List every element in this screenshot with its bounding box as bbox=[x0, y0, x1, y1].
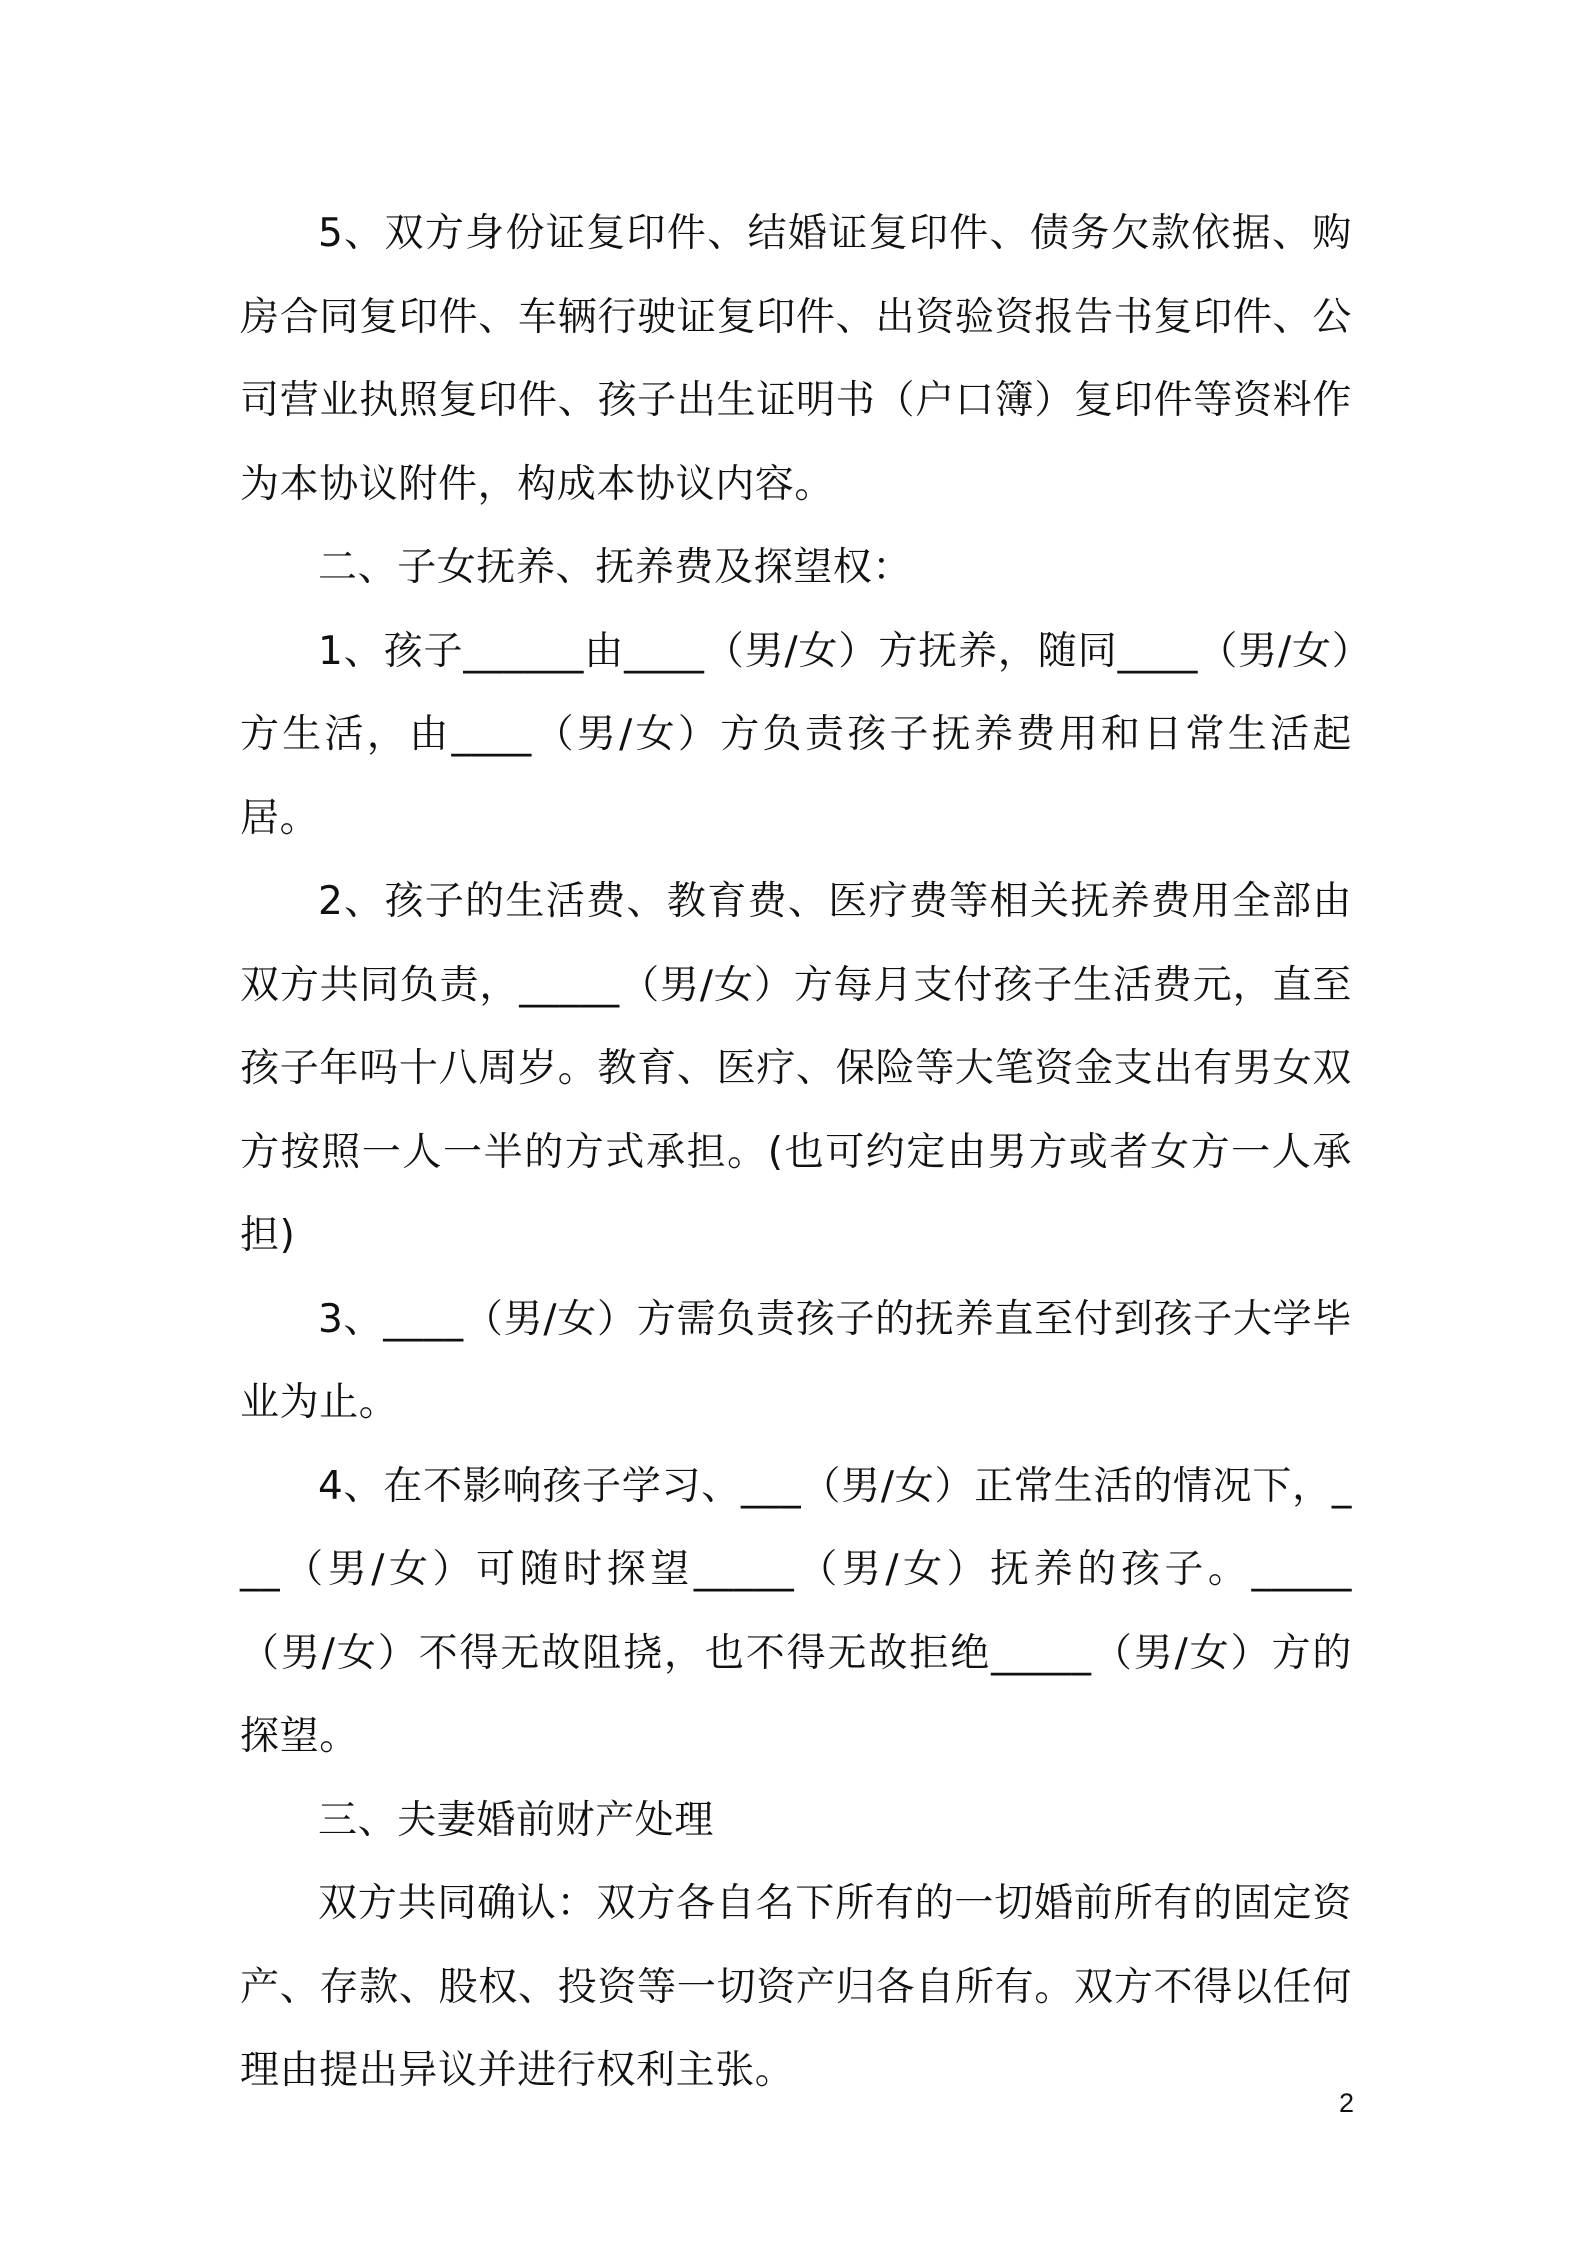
paragraph-child-custody-1: 1、孩子______由____（男/女）方抚养，随同____（男/女）方生活，由____（男/女）方负责孩子抚养费用和日常生活起居。 bbox=[240, 628, 1352, 841]
paragraph-item-5-attachments: 5、双方身份证复印件、结婚证复印件、债务欠款依据、购房合同复印件、车辆行驶证复印件、出资验资报告书复印件、公司营业执照复印件、孩子出生证明书（户口簿）复印件等资料作为本协议附件，构成本协议内容。 bbox=[240, 211, 1352, 507]
document-body bbox=[240, 192, 1352, 2113]
section-heading-premarital-property: 三、夫妻婚前财产处理 bbox=[318, 1797, 715, 1843]
paragraph-child-support-3: 3、____（男/女）方需负责孩子的抚养直至付到孩子大学毕业为止。 bbox=[240, 1296, 1352, 1425]
paragraph-visitation-4: 4、在不影响孩子学习、___（男/女）正常生活的情况下，___（男/女）可随时探望_____（男/女）抚养的孩子。_____（男/女）不得无故阻挠，也不得无故拒绝_____（男/女）方的探望。 bbox=[240, 1463, 1352, 1759]
paragraph-child-support-2: 2、孩子的生活费、教育费、医疗费等相关抚养费用全部由双方共同负责，_____（男/女）方每月支付孩子生活费元，直至孩子年吗十八周岁。教育、医疗、保险等大笔资金支出有男女双方按照一人一半的方式承担。(也可约定由男方或者女方一人承担) bbox=[240, 879, 1352, 1258]
paragraph-premarital-property-confirmation: 双方共同确认：双方各自名下所有的一切婚前所有的固定资产、存款、股权、投资等一切资产归各自所有。双方不得以任何理由提出异议并进行权利主张。 bbox=[240, 1881, 1352, 2093]
page-number: 2 bbox=[1338, 2088, 1354, 2118]
section-heading-child-custody: 二、子女抚养、抚养费及探望权： bbox=[318, 545, 913, 590]
